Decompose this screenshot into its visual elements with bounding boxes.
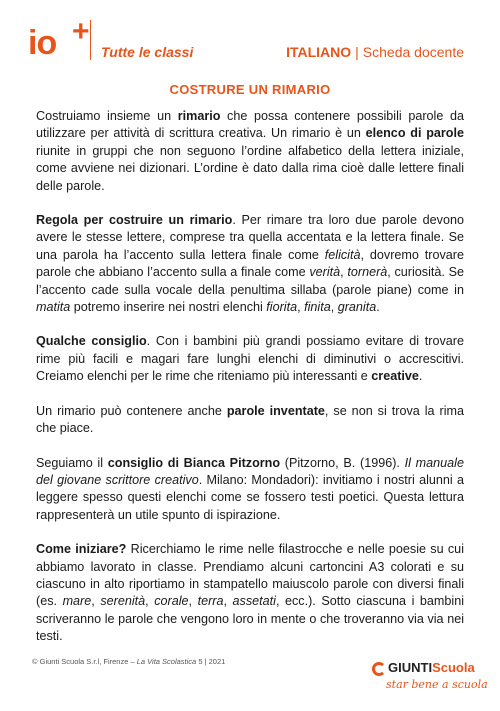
brand-name: GIUNTIScuola: [388, 660, 475, 675]
subject-name: ITALIANO: [286, 44, 352, 60]
paragraph-advice: Qualche consiglio. Con i bambini più grandi possiamo evitare di trovare rime più facili e magari fare lunghi elenchi di diminutivi o accrescitivi. Creiamo elenchi per le rime che riteniamo più interessanti e creative.: [36, 334, 464, 384]
paragraph-intro: Costruiamo insieme un rimario che possa contenere possibili parole da utilizzare per attività di scrittura creativa. Un rimario è un elenco di parole riunite in gruppi che non seguono l’ordine alfabetico della lettera iniziale, come avviene nei dizionari. L’ordine è dato dalla rima cioè dalle lettere finali delle parole.: [36, 109, 464, 193]
brand-tagline: star bene a scuola: [386, 678, 488, 691]
paragraph-pitzorno: Seguiamo il consiglio di Bianca Pitzorno (Pitzorno, B. (1996). Il manuale del giovane scrittore creativo. Milano: Mondadori): invitiamo i nostri alunni a leggere spesso questi elenchi come se fossero testi poetici. Questa lettura rappresenterà un utile spunto di ispirazione.: [36, 455, 464, 522]
logo-plus-icon: +: [72, 15, 90, 48]
class-label: Tutte le classi: [101, 44, 194, 60]
sheet-type: Scheda docente: [362, 44, 464, 60]
page-title: COSTRURE UN RIMARIO: [169, 82, 331, 97]
subject-label: [286, 44, 464, 60]
paragraph-how-to-start: Come iniziare? Ricerchiamo le rime nelle filastrocche e nelle poesie su cui abbiamo lavorato in classe. Prendiamo alcuni cartoncini A3 colorati e su ciascuno in alto riportiamo in stampatello maiuscolo parole con diversi finali (es. mare, serenità, corale, terra, assetati, ecc.). Sotto ciascuna i bambini scriveranno le parole che vengono loro in mente o che troveranno via via nei testi.: [36, 542, 465, 644]
document-body: [36, 108, 464, 646]
paragraph-rule: Regola per costruire un rimario. Per rimare tra loro due parole devono avere le stesse lettere, comprese tra quella accentata e la lettera finale. Se una parola ha l’accento sulla lettera finale come felicità, dovremo trovare parole che abbiano l’accento sulla a finale come verità, tornerà, curiosità. Se l’accento cade sulla vocale della penultima sillaba (parole piane) come in matita potremo inserire nei nostri elenchi fiorita, finita, granita.: [36, 213, 465, 315]
paragraph-invented-words: Un rimario può contenere anche parole inventate, se non si trova la rima che piace.: [36, 403, 465, 436]
header-divider: [90, 20, 91, 60]
giunti-g-icon: [372, 662, 386, 676]
giunti-scuola-logo: [372, 660, 488, 700]
page-header: [0, 0, 500, 72]
logo-text: io: [28, 24, 57, 62]
copyright-note: © Giunti Scuola S.r.l, Firenze – La Vita Scolastica 5 | 2021: [32, 657, 226, 666]
subject-separator: |: [355, 44, 359, 60]
